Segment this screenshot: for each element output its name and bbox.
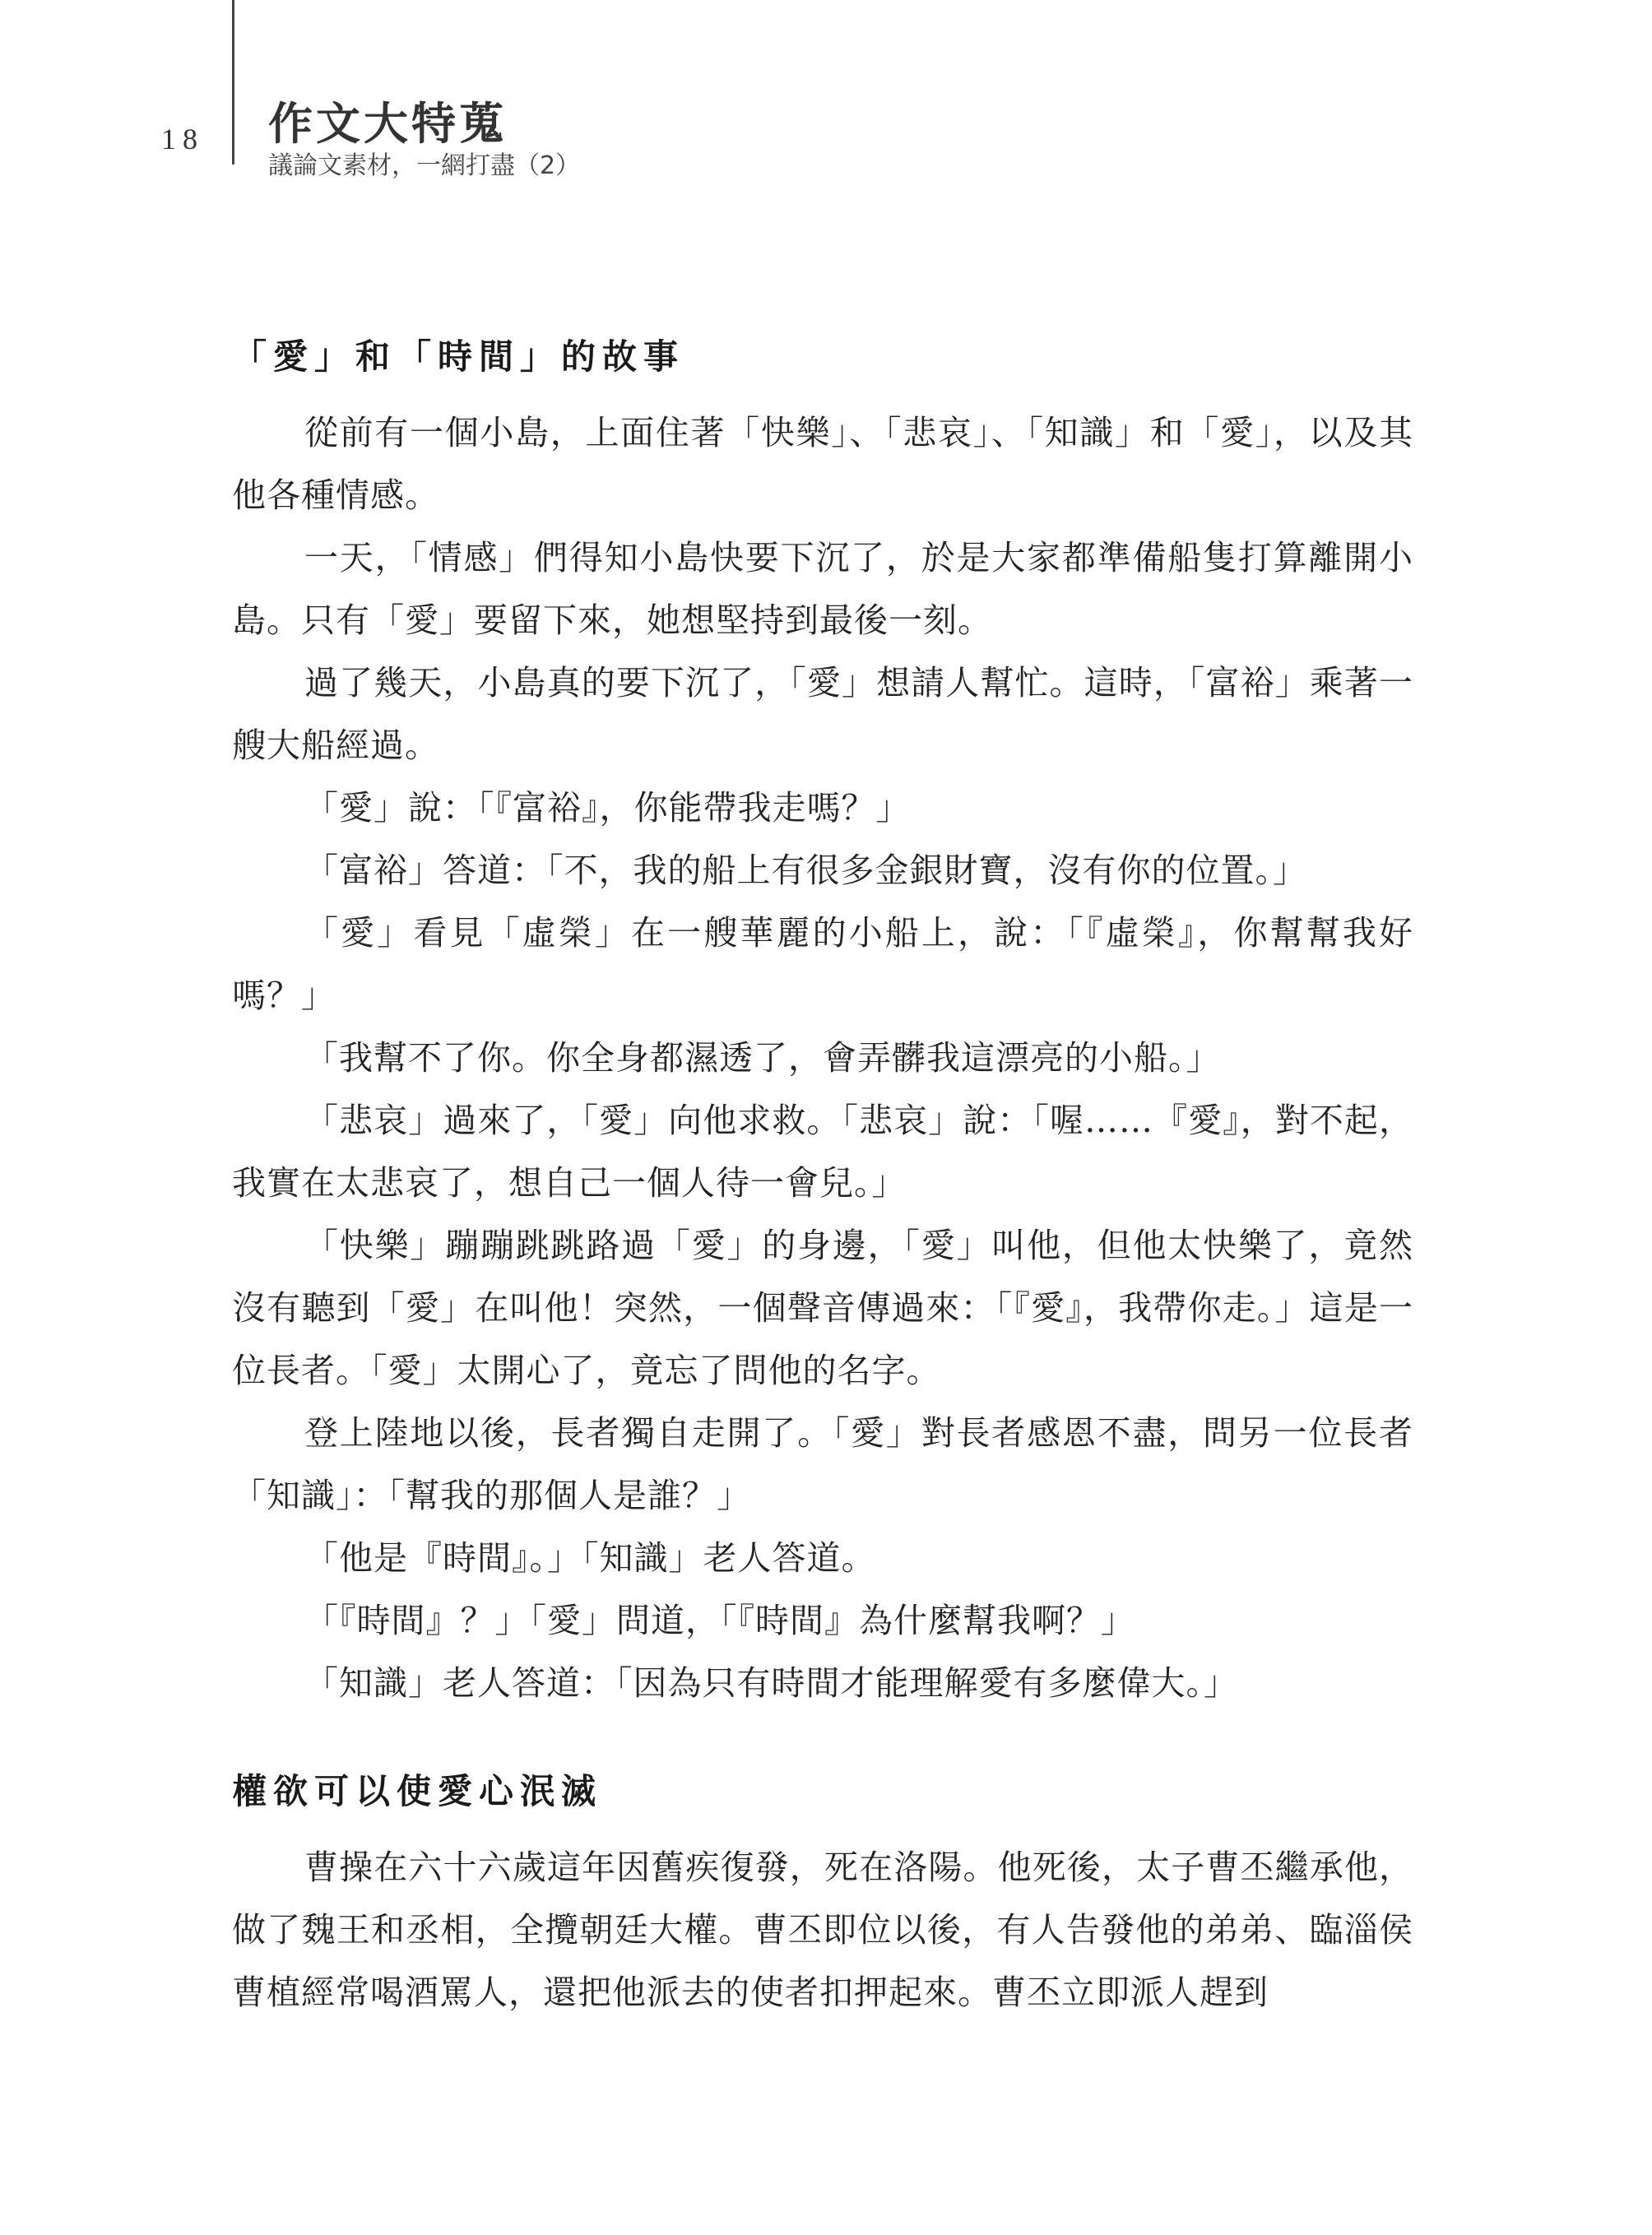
paragraph: 一天，「情感」們得知小島快要下沉了，於是大家都準備船隻打算離開小島。只有「愛」要留下來，她想堅持到最後一刻。 [232,538,1413,640]
paragraph: 登上陸地以後，長者獨自走開了。「愛」對長者感恩不盡，問另一位長者「知識」：「幫我的那個人是誰？」 [232,1413,1413,1515]
header-divider [232,0,234,165]
paragraph: 「愛」看見「虛榮」在一艘華麗的小船上，說：「『虛榮』，你幫幫我好嗎？」 [232,913,1413,1015]
paragraph: 「愛」說：「『富裕』，你能帶我走嗎？」 [304,788,911,828]
section-title: 「愛」和「時間」的故事 [232,336,685,377]
paragraph: 從前有一個小島，上面住著「快樂」、「悲哀」、「知識」和「愛」，以及其他各種情感。 [232,413,1413,515]
page-header [0,0,1652,181]
paragraph: 「悲哀」過來了，「愛」向他求救。「悲哀」說：「喔……『愛』，對不起，我實在太悲哀了，想自己一個人待一會兒。」 [232,1101,1413,1203]
paragraph: 「他是『時間』。」「知識」老人答道。 [304,1538,876,1578]
book-subtitle: 議論文素材，一網打盡（2） [268,151,581,180]
page-body [232,329,1413,2073]
book-title: 作文大特蒐 [268,97,507,150]
page-number: 18 [161,123,204,155]
paragraph: 曹操在六十六歲這年因舊疾復發，死在洛陽。他死後，太子曹丕繼承他，做了魏王和丞相，全攬朝廷大權。曹丕即位以後，有人告發他的弟弟、臨淄侯曹植經常喝酒罵人，還把他派去的使者扣押起來。曹丕立即派人趕到 [232,1848,1413,2012]
section-power-desire [232,1764,1413,2024]
section-title: 權欲可以使愛心泯滅 [232,1771,603,1811]
paragraph: 「知識」老人答道：「因為只有時間才能理解愛有多麼偉大。」 [304,1663,1238,1703]
section-love-and-time [232,329,1413,1714]
paragraph: 過了幾天，小島真的要下沉了，「愛」想請人幫忙。這時，「富裕」乘著一艘大船經過。 [232,663,1413,765]
paragraph: 「我幫不了你。你全身都濕透了，會弄髒我這漂亮的小船。」 [304,1038,1221,1078]
paragraph: 「快樂」蹦蹦跳跳路過「愛」的身邊，「愛」叫他，但他太快樂了，竟然沒有聽到「愛」在叫他！突然，一個聲音傳過來：「『愛』，我帶你走。」這是一位長者。「愛」太開心了，竟忘了問他的名字。 [232,1226,1413,1390]
paragraph: 「富裕」答道：「不，我的船上有很多金銀財寶，沒有你的位置。」 [304,851,1307,890]
paragraph: 「『時間』？」「愛」問道，「『時間』為什麼幫我啊？」 [304,1601,1135,1640]
